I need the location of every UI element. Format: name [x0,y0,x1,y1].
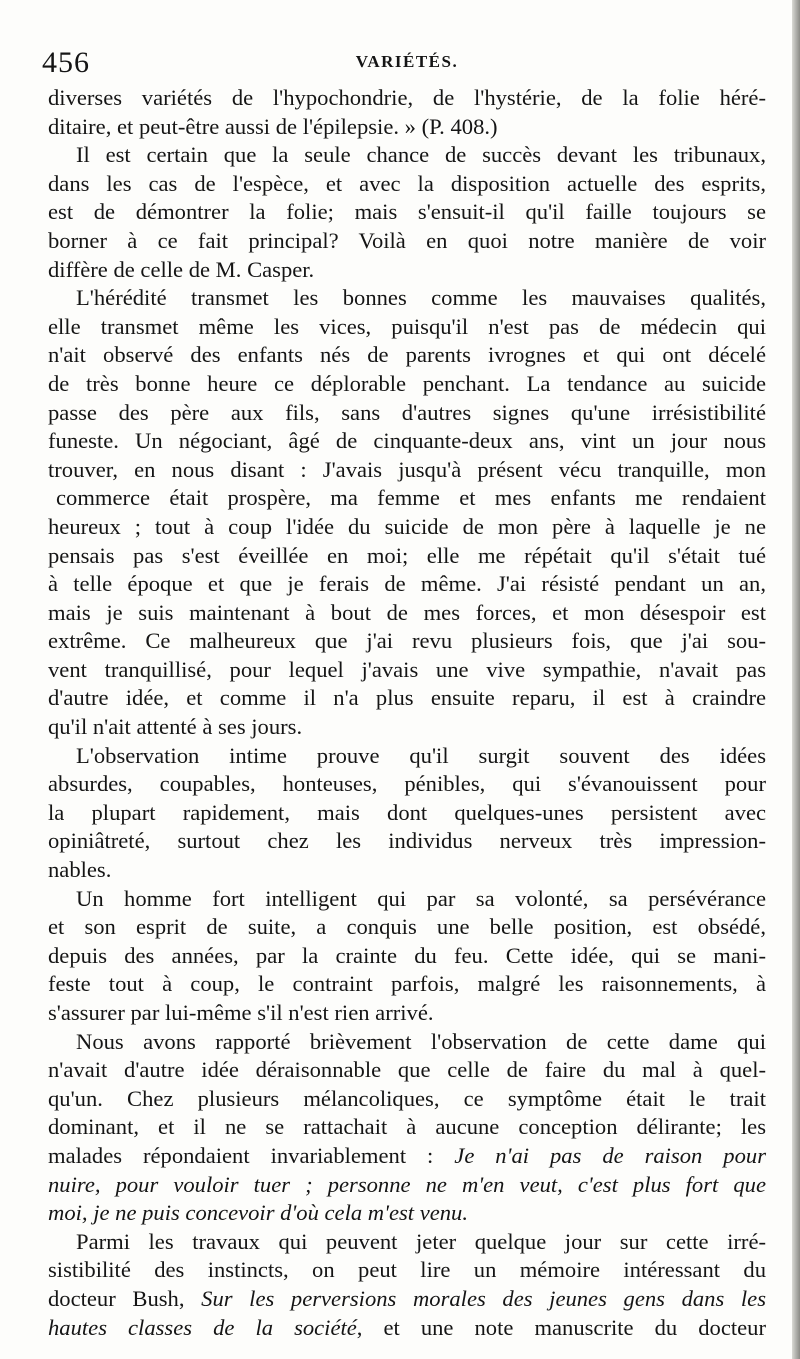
text-line [48,1142,766,1171]
text-line: à telle époque et que je ferais de même. J'ai résisté pendant un an, [48,571,766,597]
italic-text: hautes classes de la société [48,1314,357,1340]
running-head: VARIÉTÉS. [355,52,459,71]
text-line: absurdes, coupables, honteuses, pénibles, qui s'évanouissent pour [48,771,766,797]
paragraph [48,284,766,742]
text-line: extrême. Ce malheureux que j'ai revu plusieurs fois, que j'ai sou- [48,628,766,654]
text-line: elle transmet même les vices, puisqu'il n'est pas de médecin qui [48,313,766,339]
book-page [42,38,766,1342]
italic-text: Sur les perversions morales des jeunes gens dans les [201,1285,766,1311]
text-line: ditaire, et peut-être aussi de l'épilepsie. » (P. 408.) [48,113,498,139]
text-line: passe des père aux fils, sans d'autres signes qu'une irrésistibilité [48,399,766,425]
text-line: qu'il n'ait attenté à ses jours. [48,714,303,740]
text-line: la plupart rapidement, mais dont quelques-unes persistent avec [48,799,766,825]
text-line [48,1171,766,1200]
text-line: dans les cas de l'espèce, et avec la disposition actuelle des esprits, [48,170,766,196]
paragraph [48,1028,766,1228]
text-line: Un homme fort intelligent qui par sa volonté, sa persévérance [76,885,766,911]
text-line: L'hérédité transmet les bonnes comme les mauvaises qualités, [76,285,766,311]
text-line: opiniâtreté, surtout chez les individus nerveux très impression- [48,828,766,854]
text-line: diverses variétés de l'hypochondrie, de l'hystérie, de la folie héré- [48,85,766,110]
text-line: dominant, et il ne se rattachait à aucune conception délirante; les [48,1114,766,1140]
text-line: vent tranquillisé, pour lequel j'avais une vive sympathie, n'avait pas [48,656,766,682]
text-line: et son esprit de suite, a conquis une belle position, est obsédé, [48,914,766,940]
text-line: heureux ; tout à coup l'idée du suicide de mon père à laquelle je ne [48,513,766,539]
text-line: depuis des années, par la crainte du feu. Cette idée, qui se mani- [48,942,766,968]
text-line: qu'un. Chez plusieurs mélancoliques, ce symptôme était le trait [48,1085,766,1111]
text-segment: , et une note manuscrite du docteur [356,1314,766,1340]
text-segment: malades répondaient invariablement : [48,1142,455,1168]
text-line: nables. [48,857,112,883]
text-line [48,1199,766,1228]
text-line: borner à ce fait principal? Voilà en quoi notre manière de voir [48,227,766,253]
text-line: diffère de celle de M. Casper. [48,256,315,282]
page-header [42,38,766,84]
body-text [48,84,766,1342]
italic-text: moi, je ne puis concevoir d'où cela m'est venu. [48,1200,468,1226]
italic-text: nuire, pour vouloir tuer ; personne ne m'en veut, c'est plus fort que [48,1171,766,1197]
text-line: feste tout à coup, le contraint parfois, malgré les raisonnements, à [48,971,766,997]
text-line: trouver, en nous disant : J'avais jusqu'à présent vécu tranquille, mon [48,456,766,482]
page-number: 456 [42,46,90,79]
text-line [48,1285,766,1314]
text-line: Nous avons rapporté brièvement l'observation de cette dame qui [76,1028,766,1054]
text-line: pensais pas s'est éveillée en moi; elle me répétait qu'il s'était tué [48,542,766,568]
text-line: L'observation intime prouve qu'il surgit souvent des idées [76,742,766,768]
italic-text: Je n'ai pas de raison pour [454,1142,766,1168]
paragraph [48,742,766,885]
paragraph [48,84,766,141]
text-line: Parmi les travaux qui peuvent jeter quelque jour sur cette irré- [76,1228,766,1254]
text-line: est de démontrer la folie; mais s'ensuit-il qu'il faille toujours se [48,199,766,225]
text-line: de très bonne heure ce déplorable penchant. La tendance au suicide [48,370,766,396]
page-edge-shadow [792,0,800,1359]
text-line: Il est certain que la seule chance de succès devant les tribunaux, [76,142,766,168]
text-line: s'assurer par lui-même s'il n'est rien arrivé. [48,1000,434,1025]
paragraph [48,1228,766,1342]
text-line: commerce était prospère, ma femme et mes enfants me rendaient [56,485,766,511]
text-line: mais je suis maintenant à bout de mes forces, et mon désespoir est [48,599,766,625]
text-line: sistibilité des instincts, on peut lire un mémoire intéressant du [48,1257,766,1283]
text-line: funeste. Un négociant, âgé de cinquante-deux ans, vint un jour nous [48,428,766,454]
text-segment: docteur Bush, [48,1285,202,1311]
text-line: n'avait d'autre idée déraisonnable que celle de faire du mal à quel- [48,1057,766,1083]
paragraph [48,885,766,1028]
text-line: d'autre idée, et comme il n'a plus ensuite reparu, il est à craindre [48,685,766,711]
text-line: n'ait observé des enfants nés de parents ivrognes et qui ont décelé [48,342,766,368]
paragraph [48,141,766,284]
text-line [48,1314,766,1343]
